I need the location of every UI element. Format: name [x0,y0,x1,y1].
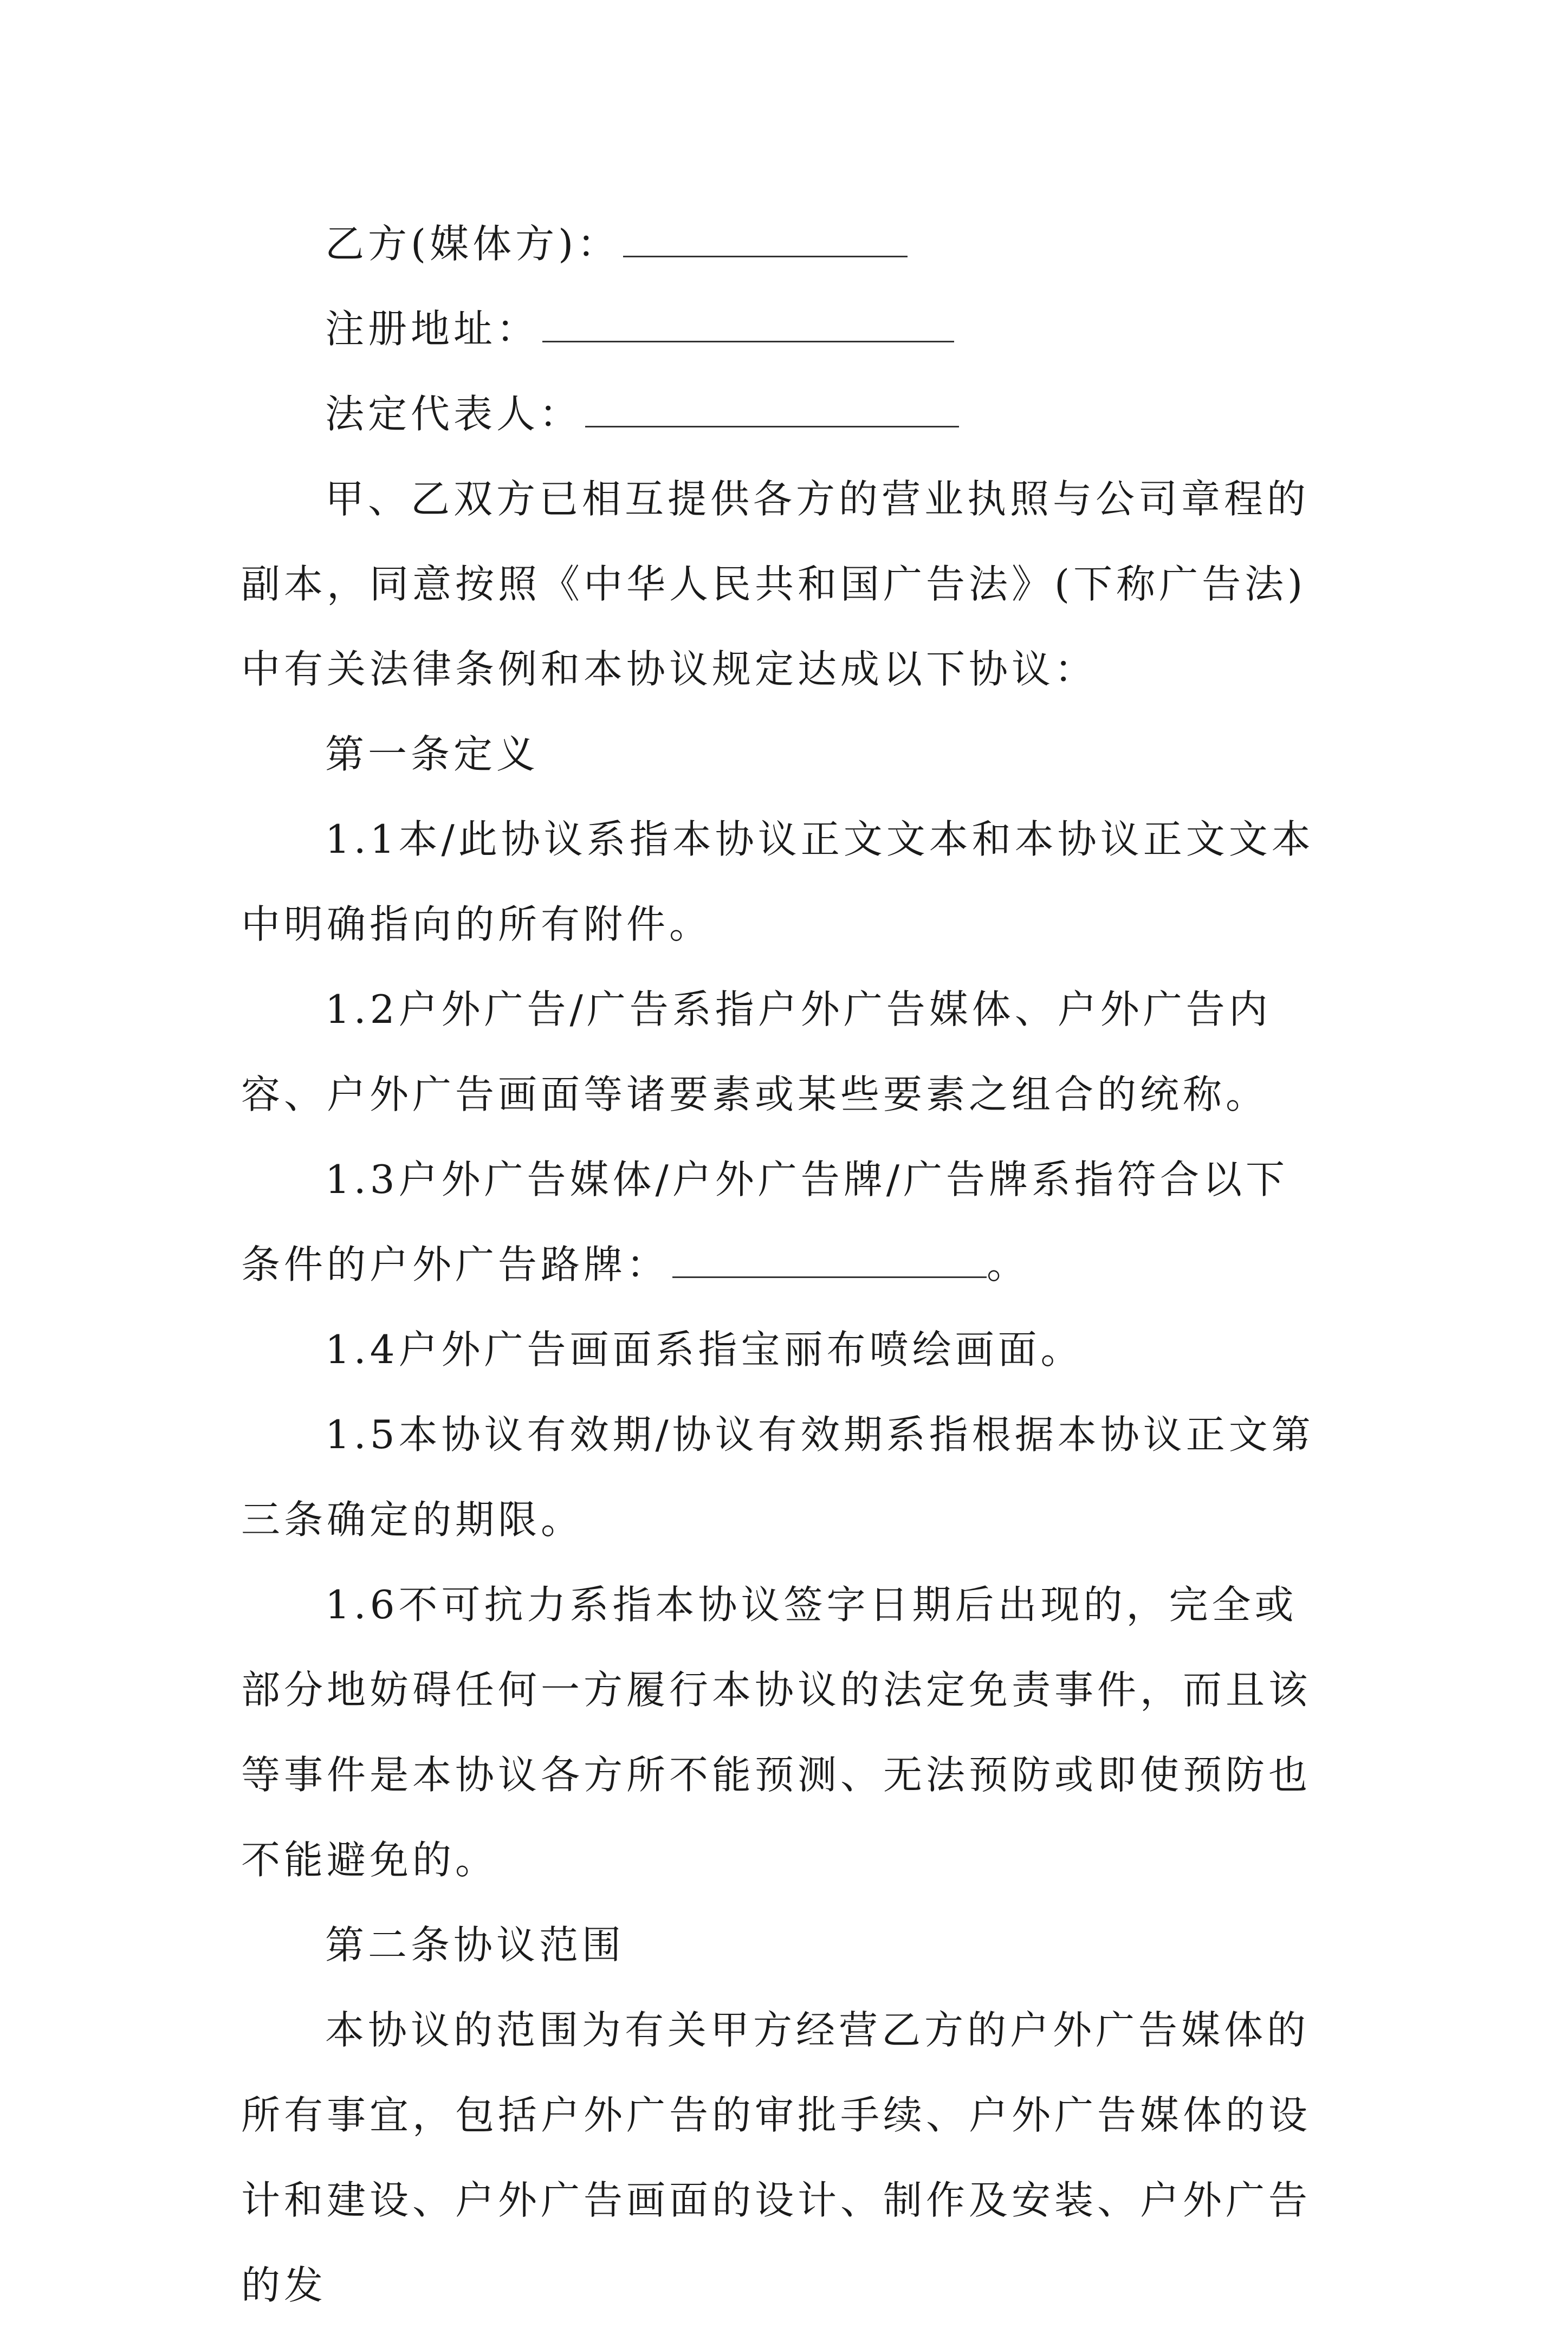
clause-1-6: 1.6不可抗力系指本协议签字日期后出现的，完全或部分地妨碍任何一方履行本协议的法定免责事件，而且该等事件是本协议各方所不能预测、无法预防或即使预防也不能避免的。 [241,1582,1312,1883]
legal-representative-label: 法定代表人： [325,391,582,437]
party-b-field [241,202,1327,287]
article-1-heading: 第一条定义 [325,731,540,777]
registered-address-label: 注册地址： [325,306,540,352]
registered-address-blank [542,308,954,342]
clause-1-1: 1.1本/此协议系指本协议正文文本和本协议正文文本中明确指向的所有附件。 [241,816,1314,947]
legal-representative-blank [585,393,959,427]
billboard-spec-blank [672,1244,987,1278]
article-2-heading: 第二条协议范围 [325,1922,625,1968]
clause-1-3-text: 1.3户外广告媒体/户外广告牌/广告牌系指符合以下条件的户外广告路牌： [241,1157,1289,1287]
clause-1-4: 1.4户外广告画面系指宝丽布喷绘画面。 [325,1327,1084,1372]
intro-paragraph: 甲、乙双方已相互提供各方的营业执照与公司章程的副本，同意按照《中华人民共和国广告法》(下称广告法)中有关法律条例和本协议规定达成以下协议： [241,476,1310,692]
legal-representative-field [241,372,1327,457]
article-2-paragraph: 本协议的范围为有关甲方经营乙方的户外广告媒体的所有事宜，包括户外广告的审批手续、户外广告媒体的设计和建设、户外广告画面的设计、制作及安装、户外广告的发 [241,2007,1312,2308]
clause-1-5: 1.5本协议有效期/协议有效期系指根据本协议正文第三条确定的期限。 [241,1412,1314,1542]
registered-address-field [241,287,1327,372]
clause-1-2: 1.2户外广告/广告系指户外广告媒体、户外广告内容、户外广告画面等诸要素或某些要素之组合的统称。 [241,987,1272,1117]
contract-body [241,202,1327,2328]
party-b-blank [623,223,908,257]
clause-1-3-end: 。 [987,1242,1030,1287]
clause-1-3 [241,1137,1327,1307]
party-b-label: 乙方(媒体方)： [325,221,620,267]
